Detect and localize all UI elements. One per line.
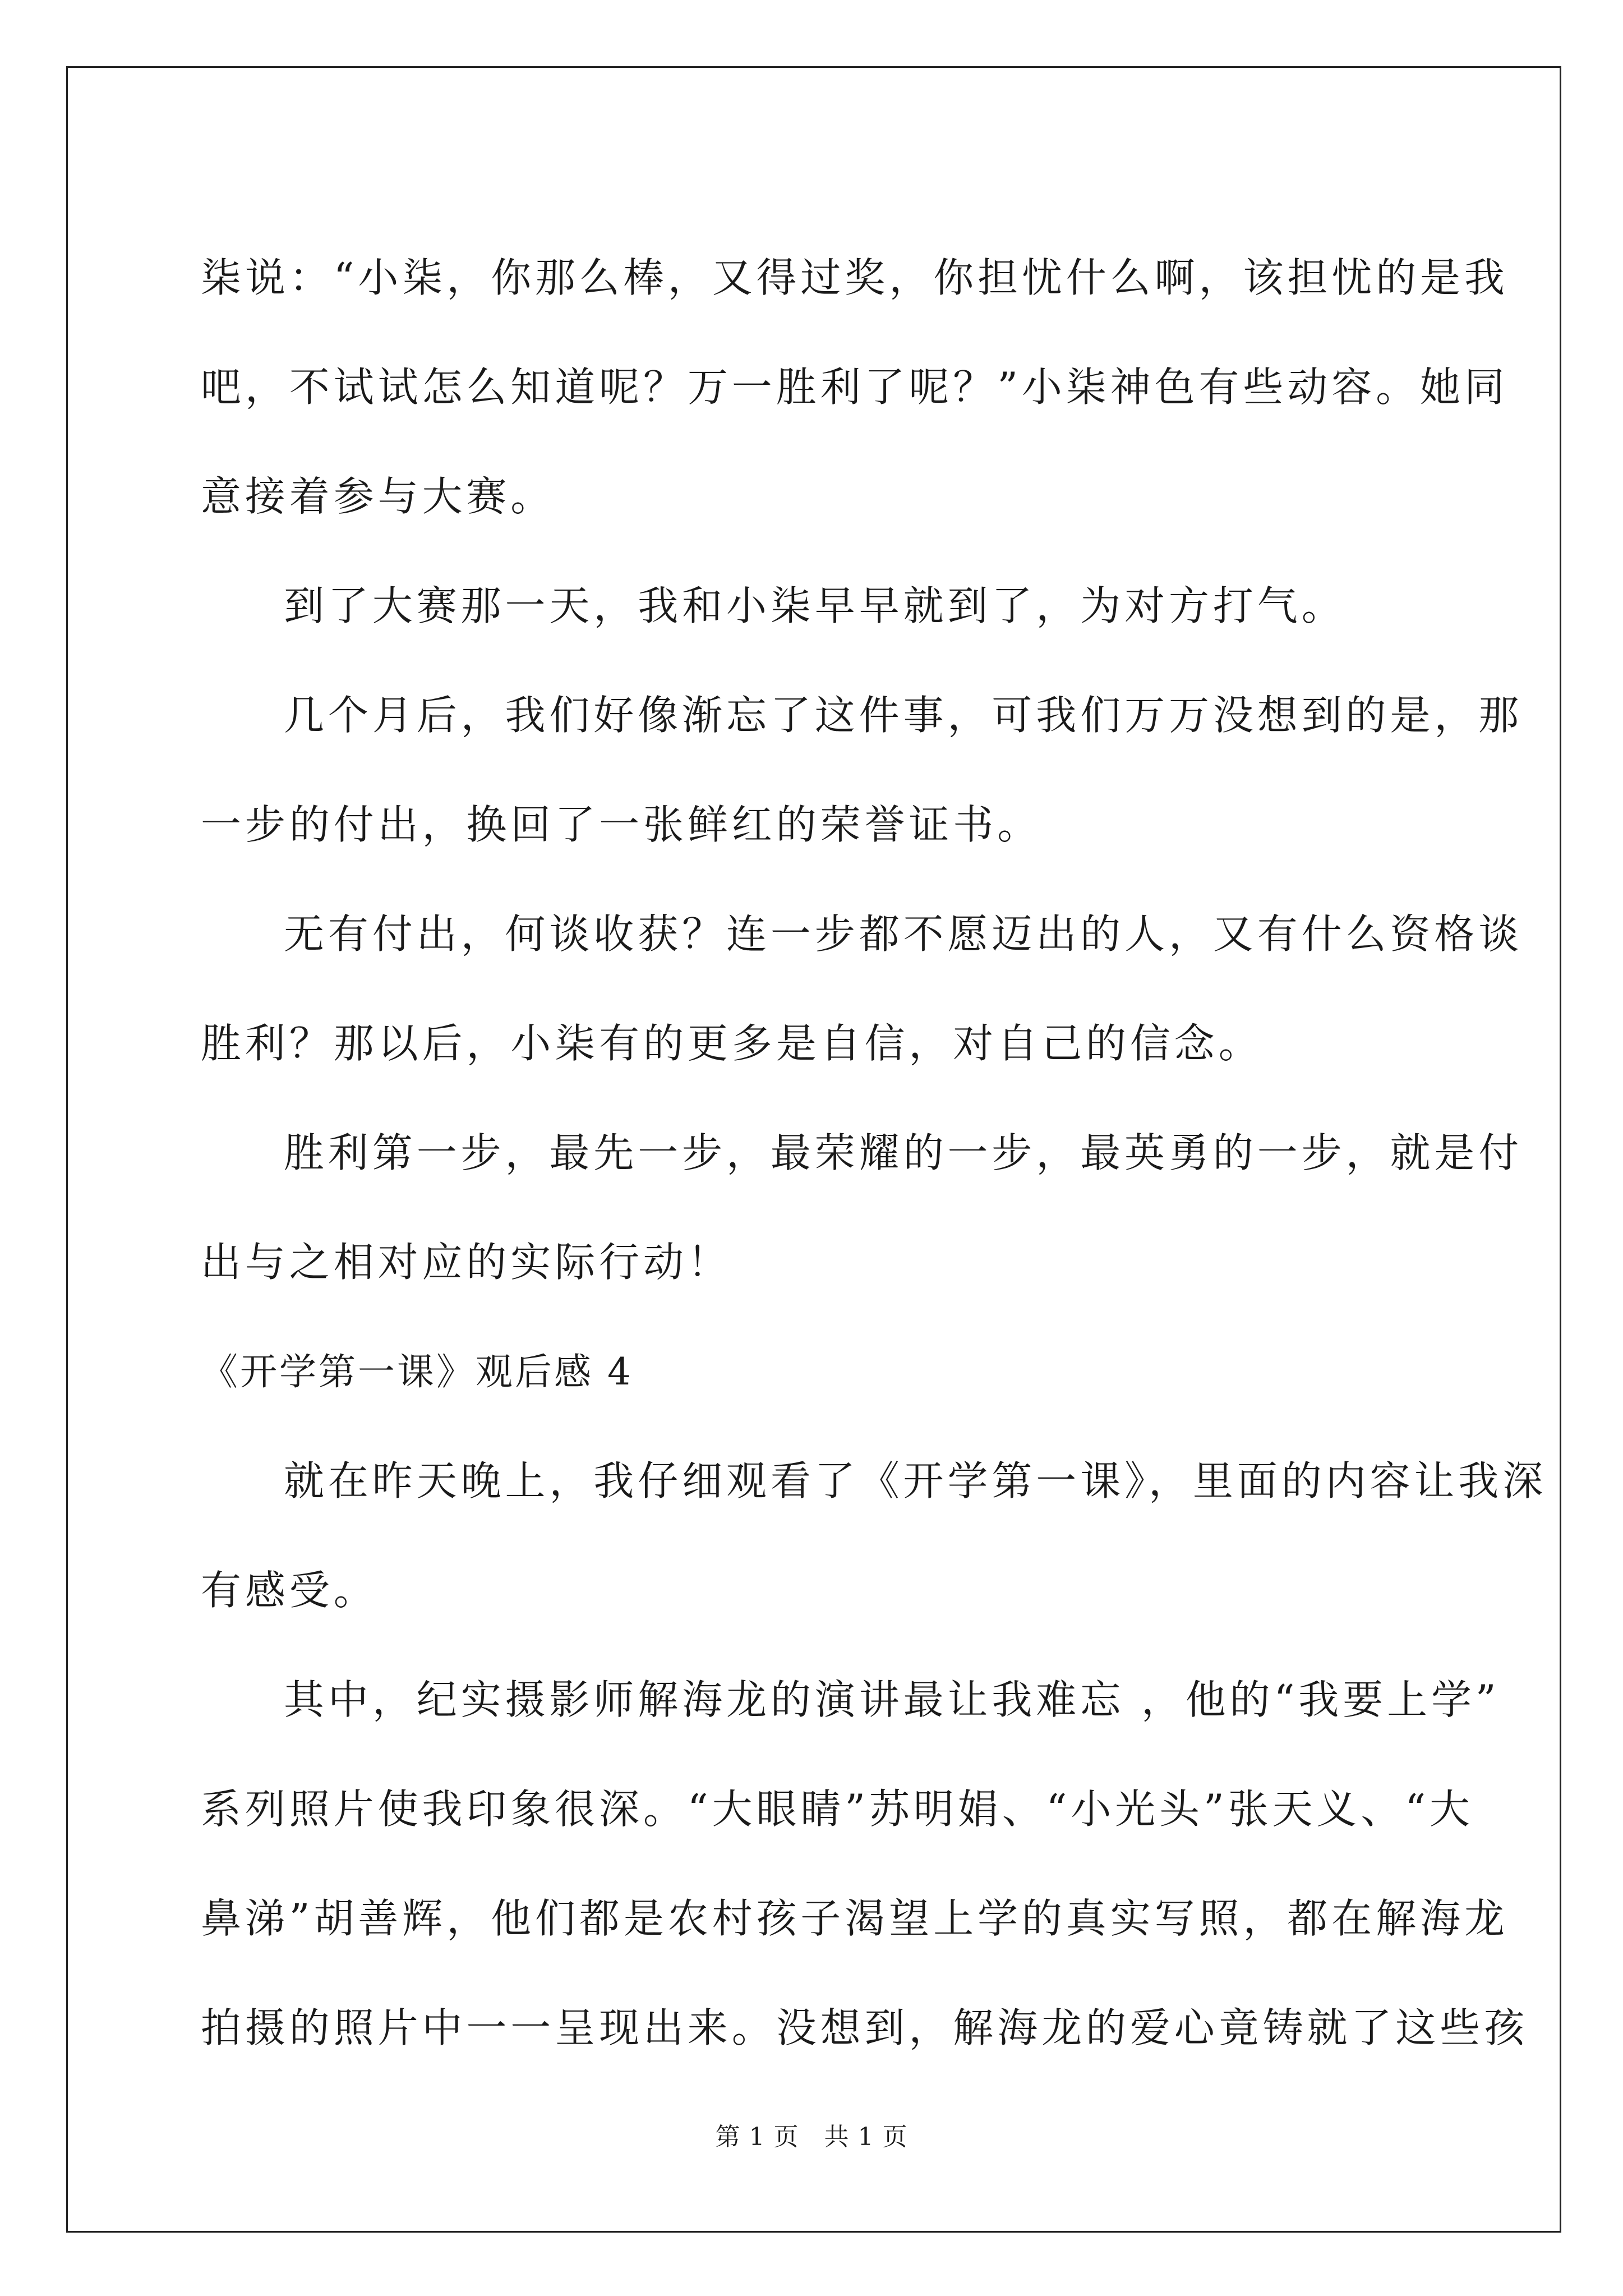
paragraph-6-line-1: 就在昨天晚上，我仔细观看了《开学第一课》，里面的内容让我深 <box>284 1457 1547 1504</box>
section-heading: 《开学第一课》观后感 4 <box>201 1350 633 1393</box>
paragraph-2-line-1: 到了大赛那一天，我和小柒早早就到了，为对方打气。 <box>284 582 1346 629</box>
paragraph-4-line-2: 胜利？那以后，小柒有的更多是自信，对自己的信念。 <box>201 1020 1263 1067</box>
paragraph-6-line-2: 有感受。 <box>201 1567 378 1614</box>
paragraph-1-line-1: 柒说：“小柒，你那么棒，又得过奖，你担忧什么啊，该担忧的是我 <box>201 254 1509 301</box>
paragraph-7-line-1: 其中，纪实摄影师解海龙的演讲最让我难忘 ，他的“我要上学” <box>284 1676 1500 1723</box>
page-footer: 第 1 页 共 1 页 <box>715 2123 908 2151</box>
paragraph-5-line-1: 胜利第一步，最先一步，最荣耀的一步，最英勇的一步，就是付 <box>284 1129 1523 1176</box>
paragraph-1-line-3: 意接着参与大赛。 <box>201 473 555 520</box>
paragraph-7-line-2: 系列照片使我印象很深。“大眼睛”苏明娟、“小光头”张天义、“大 <box>201 1786 1474 1833</box>
paragraph-3-line-2: 一步的付出，换回了一张鲜红的荣誉证书。 <box>201 801 1042 848</box>
paragraph-3-line-1: 几个月后，我们好像渐忘了这件事，可我们万万没想到的是，那 <box>284 692 1523 739</box>
paragraph-1-line-2: 吧，不试试怎么知道呢？万一胜利了呢？”小柒神色有些动容。她同 <box>201 364 1509 411</box>
document-body <box>201 223 1547 2083</box>
paragraph-5-line-2: 出与之相对应的实际行动！ <box>201 1239 732 1286</box>
paragraph-7-line-4: 拍摄的照片中一一呈现出来。没想到，解海龙的爱心竟铸就了这些孩 <box>201 2004 1529 2051</box>
paragraph-4-line-1: 无有付出，何谈收获？连一步都不愿迈出的人，又有什么资格谈 <box>284 910 1523 958</box>
paragraph-7-line-3: 鼻涕”胡善辉，他们都是农村孩子渴望上学的真实写照，都在解海龙 <box>201 1895 1509 1942</box>
